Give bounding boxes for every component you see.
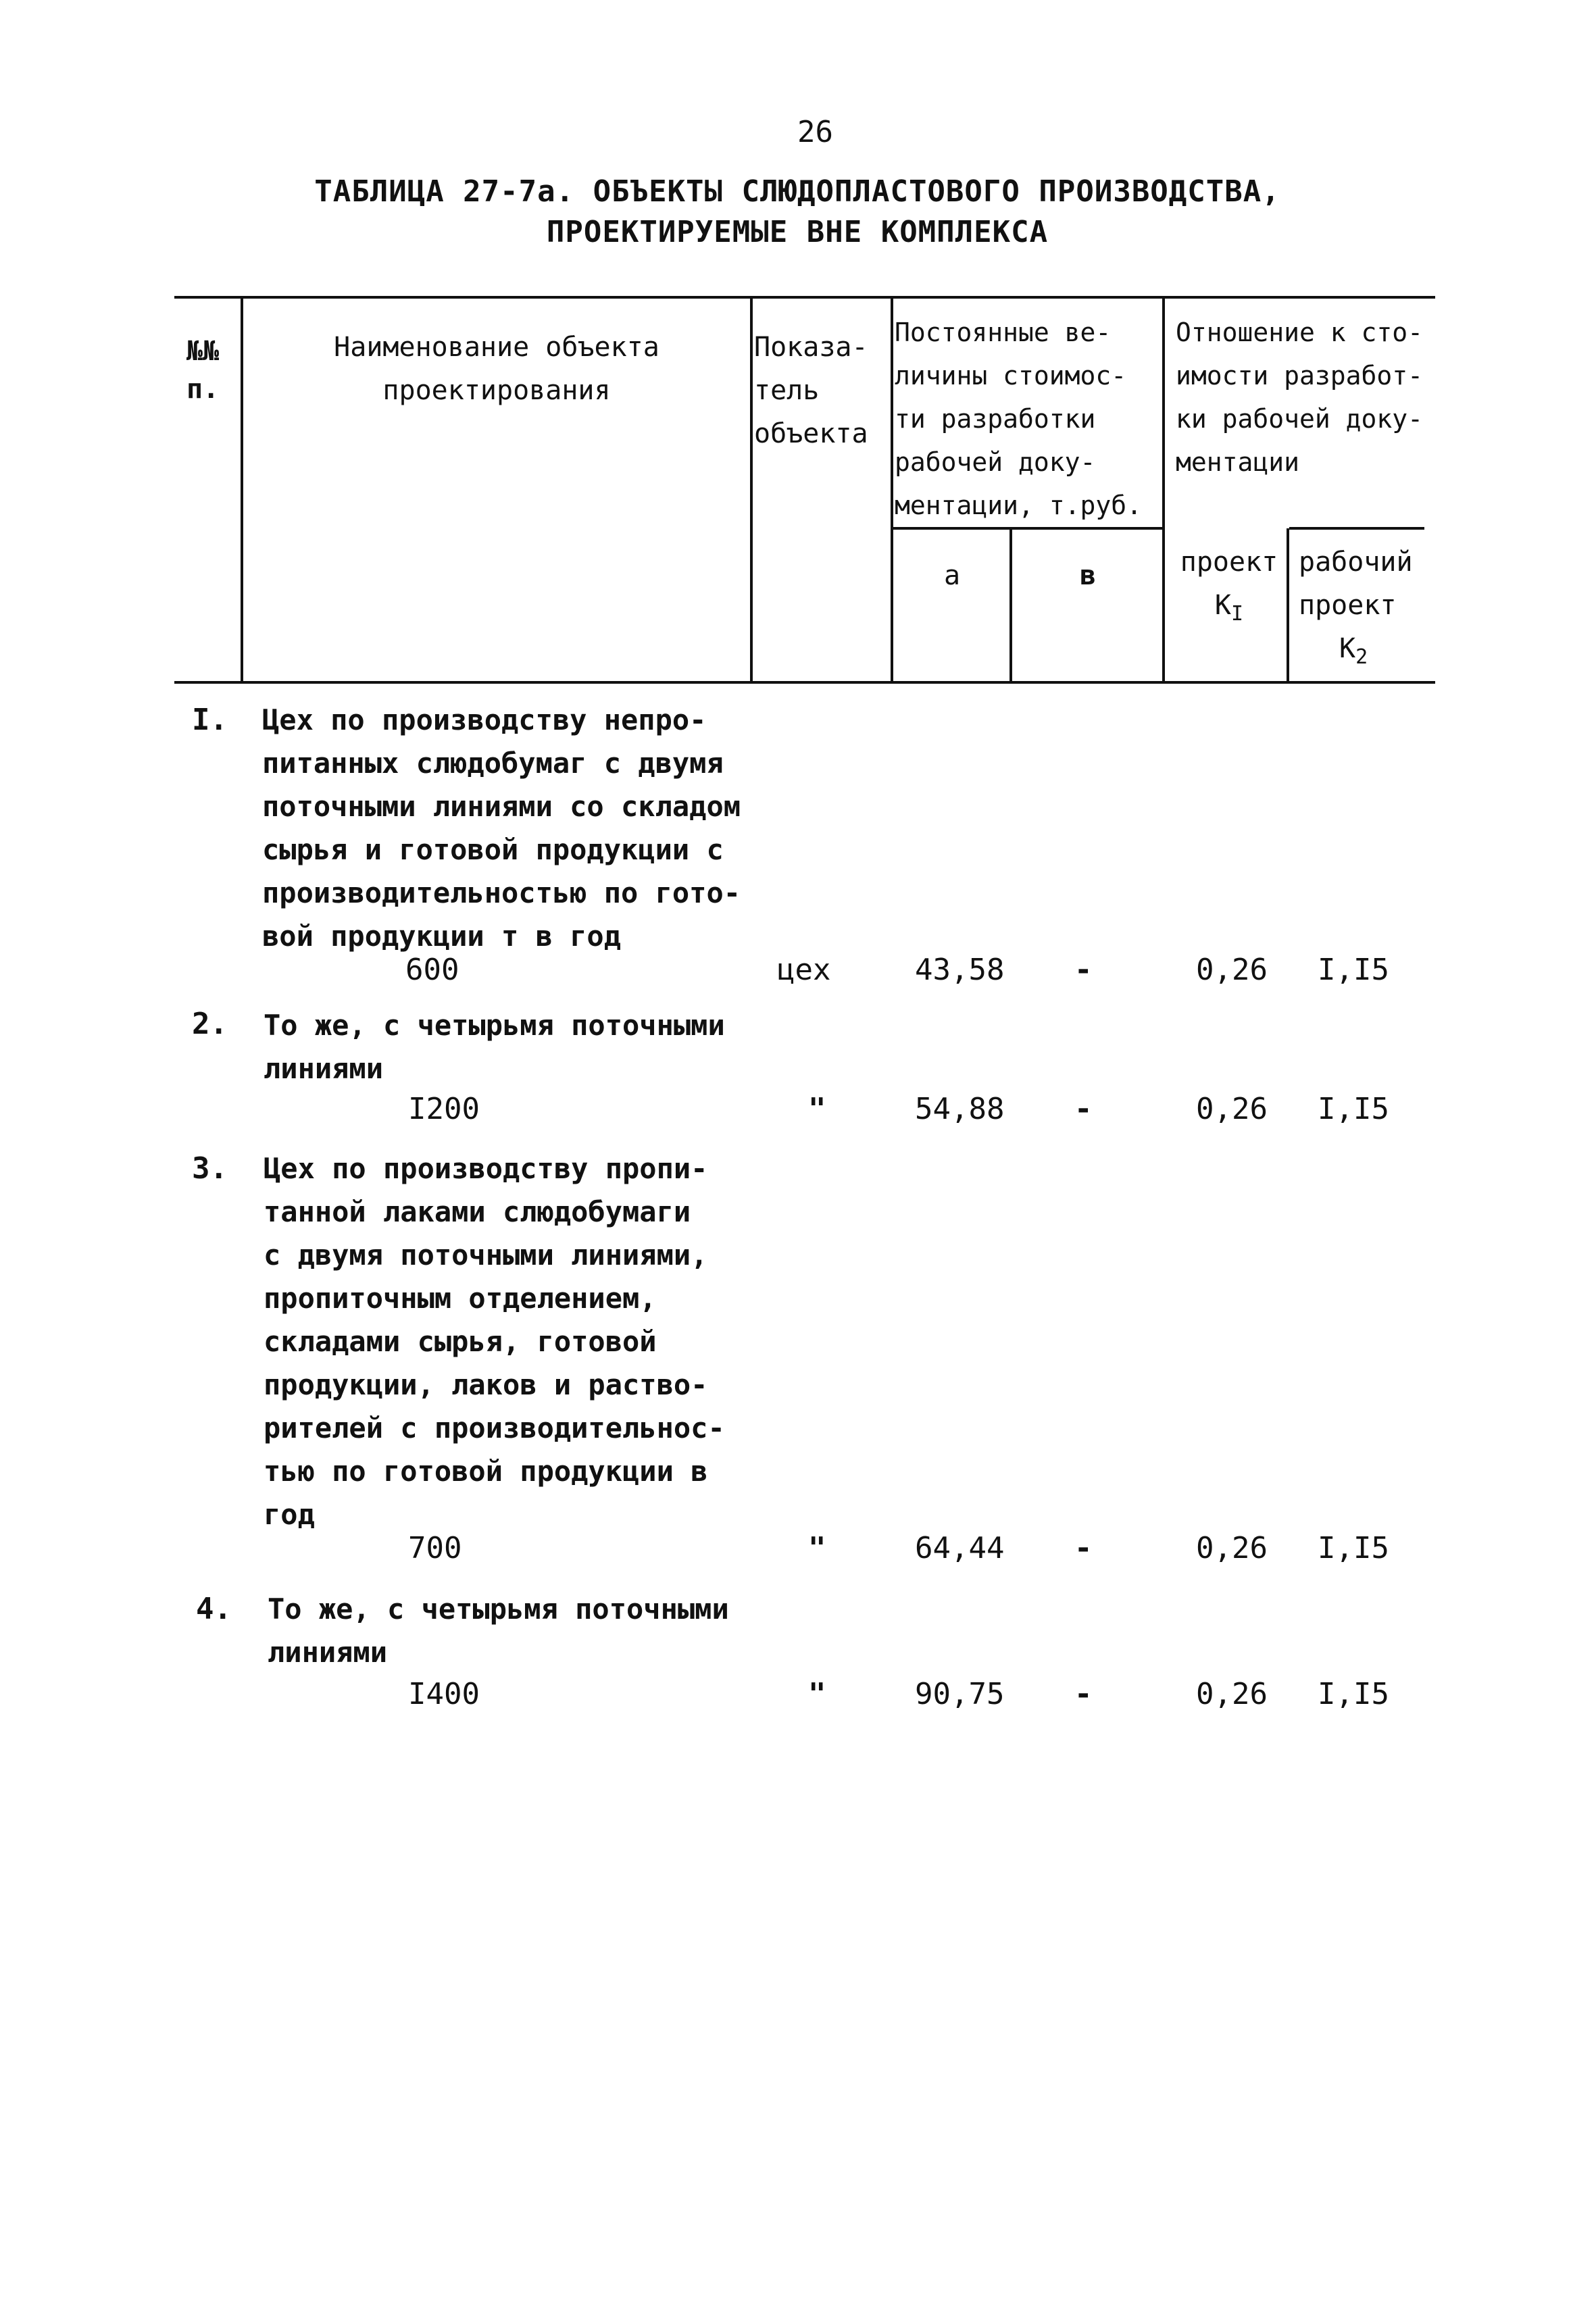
ratio-subheader-rule	[1289, 527, 1424, 530]
row-k2: I,I5	[1318, 1531, 1389, 1565]
col-divider-4	[1009, 528, 1012, 681]
const-subheader-rule	[893, 527, 1165, 530]
col-divider-5	[1162, 297, 1165, 681]
header-const: Постоянные ве- личины стоимос- ти разработки рабочей доку- ментации, т.руб.	[895, 318, 1143, 520]
row-value-b: -	[1074, 1677, 1093, 1711]
row-name: То же, с четырьмя поточными линиями	[264, 1009, 725, 1085]
col-divider-1	[241, 297, 243, 681]
header-num: №№ п.	[186, 336, 220, 405]
row-value-a: 54,88	[915, 1092, 1005, 1126]
row-name: То же, с четырьмя поточными линиями	[268, 1592, 729, 1669]
table-title-line-1: ТАБЛИЦА 27-7а. ОБЪЕКТЫ СЛЮДОПЛАСТОВОГО ПРОИЗВОДСТВА,	[314, 174, 1280, 209]
col-divider-6	[1287, 528, 1289, 681]
col-divider-3	[891, 297, 893, 681]
row-indicator: "	[808, 1677, 826, 1711]
row-name: Цех по производству пропи- танной лаками слюдобумаги с двумя поточными линиями, пропиточным отделением, складами сырья, готовой продукции, лаков и раство- рителей с производительнос- тью по готовой продукции в год	[264, 1152, 725, 1531]
row-capacity: 600	[405, 953, 459, 987]
row-k1: 0,26	[1196, 1092, 1268, 1126]
header-k1: проект $К_I$	[1180, 547, 1278, 626]
row-value-a: 90,75	[915, 1677, 1005, 1711]
row-k2: I,I5	[1318, 953, 1389, 987]
header-k2: рабочий проект $К_2$	[1299, 547, 1413, 669]
row-value-b: -	[1074, 1531, 1093, 1565]
row-k1: 0,26	[1196, 1677, 1268, 1711]
row-capacity: I200	[408, 1092, 480, 1126]
row-number: 3.	[192, 1151, 228, 1186]
page-number: 26	[797, 115, 833, 149]
header-const-b: в	[1079, 560, 1097, 591]
row-k2: I,I5	[1318, 1092, 1389, 1126]
row-capacity: I400	[408, 1677, 480, 1711]
row-indicator: "	[808, 1092, 826, 1126]
header-ratio: Отношение к сто- имости разработ- ки рабочей доку- ментации	[1176, 318, 1424, 477]
row-capacity: 700	[408, 1531, 462, 1565]
col-divider-2	[750, 297, 753, 681]
row-number: I.	[192, 703, 228, 737]
row-k1: 0,26	[1196, 953, 1268, 987]
header-name: Наименование объекта проектирования	[334, 332, 659, 406]
row-number: 2.	[192, 1007, 228, 1041]
row-value-b: -	[1074, 953, 1093, 987]
row-k2: I,I5	[1318, 1677, 1389, 1711]
row-k1: 0,26	[1196, 1531, 1268, 1565]
row-indicator: "	[808, 1531, 826, 1565]
row-value-a: 64,44	[915, 1531, 1005, 1565]
header-const-a: а	[943, 560, 961, 591]
row-value-b: -	[1074, 1092, 1093, 1126]
table-title-line-2: ПРОЕКТИРУЕМЫЕ ВНЕ КОМПЛЕКСА	[546, 215, 1049, 249]
row-number: 4.	[196, 1592, 232, 1626]
header-bottom-rule	[174, 681, 1435, 684]
header-top-rule	[174, 296, 1435, 299]
header-indicator: Показа- тель объекта	[754, 332, 868, 449]
row-indicator: цех	[777, 953, 831, 987]
row-value-a: 43,58	[915, 953, 1005, 987]
row-name: Цех по производству непро- питанных слюдобумаг с двумя поточными линиями со складом сырья и готовой продукции с производительностью по гото- вой продукции т в год	[262, 703, 741, 953]
